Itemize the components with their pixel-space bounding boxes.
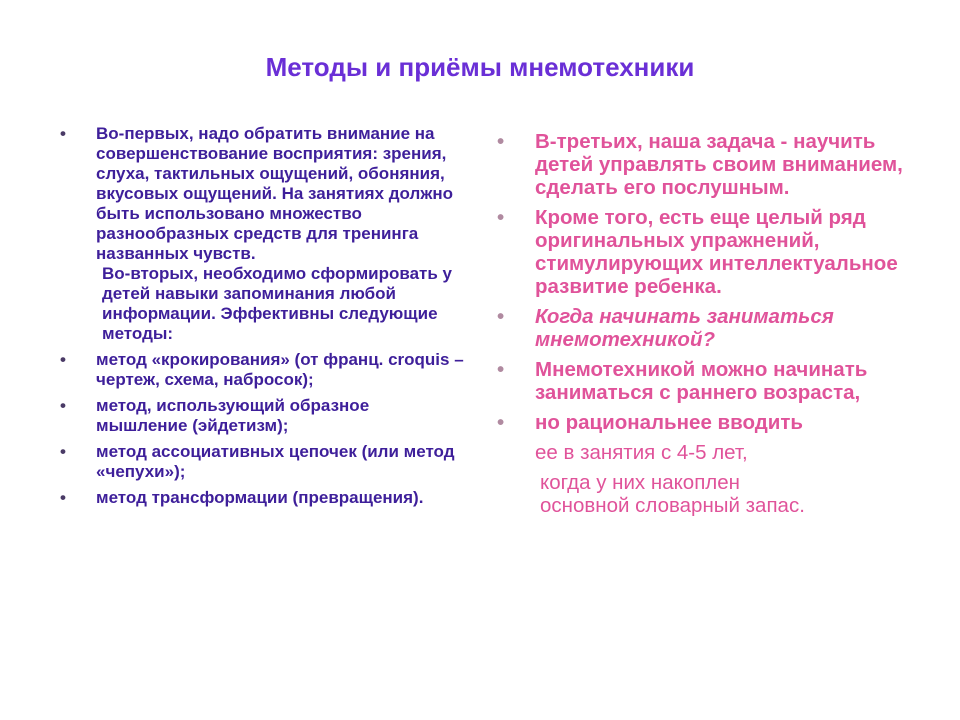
bullet-icon: • xyxy=(60,488,66,507)
right-continuation-line xyxy=(497,441,907,464)
intro-item xyxy=(60,124,465,344)
bullet-icon: • xyxy=(497,358,505,381)
bullet-icon: • xyxy=(497,130,505,153)
method-text: метод ассоциативных цепочек (или метод «чепухи»); xyxy=(96,442,455,481)
bullet-icon: • xyxy=(497,411,505,434)
bullet-icon: • xyxy=(60,124,66,143)
right-item-exercises xyxy=(497,206,907,298)
right-item-text: ее в занятия с 4-5 лет, xyxy=(535,441,748,464)
bullet-icon: • xyxy=(60,396,66,415)
right-item-text: Мнемотехникой можно начинать заниматься с раннего возраста, xyxy=(535,358,868,404)
method-item xyxy=(60,350,465,390)
method-item xyxy=(60,442,465,482)
intro-text-part1: Во-первых, надо обратить внимание на совершенствование восприятия: зрения, слуха, тактильных ощущений, обоняния, вкусовых ощущений. На занятиях должно быть использовано множество разнообразных средств для тренинга названных чувств. xyxy=(96,124,454,263)
method-text: метод «крокирования» (от франц. croquis – чертеж, схема, набросок); xyxy=(96,350,464,389)
slide-title: Методы и приёмы мнемотехники xyxy=(265,52,695,82)
right-item-text: Кроме того, есть еще целый ряд оригинальных упражнений, стимулирующих интеллектуальное развитие ребенка. xyxy=(535,206,898,298)
bullet-icon: • xyxy=(497,305,505,328)
right-continuation-block xyxy=(497,471,907,517)
bullet-icon: • xyxy=(60,442,66,461)
bullet-icon: • xyxy=(497,206,505,229)
right-item-text: но рациональнее вводить xyxy=(535,411,803,434)
right-item-task xyxy=(497,130,907,199)
right-item-age xyxy=(497,358,907,404)
right-item-text: когда у них накоплен xyxy=(540,471,740,494)
method-item xyxy=(60,488,465,508)
intro-text-part2: Во-вторых, необходимо сформировать у детей навыки запоминания любой информации. Эффективны следующие методы: xyxy=(102,264,452,343)
right-item-text: Когда начинать заниматься мнемотехникой? xyxy=(535,305,834,351)
right-column xyxy=(497,130,907,524)
bullet-icon: • xyxy=(60,350,66,369)
right-item-question xyxy=(497,305,907,351)
method-item xyxy=(60,396,465,436)
method-text: метод трансформации (превращения). xyxy=(96,488,424,507)
right-item-rational xyxy=(497,411,907,434)
right-item-text: В-третьих, наша задача - научить детей управлять своим вниманием, сделать его послушным. xyxy=(535,130,903,199)
right-item-text: основной словарный запас. xyxy=(540,494,805,517)
method-text: метод, использующий образное мышление (эйдетизм); xyxy=(96,396,370,435)
left-column xyxy=(60,124,465,514)
